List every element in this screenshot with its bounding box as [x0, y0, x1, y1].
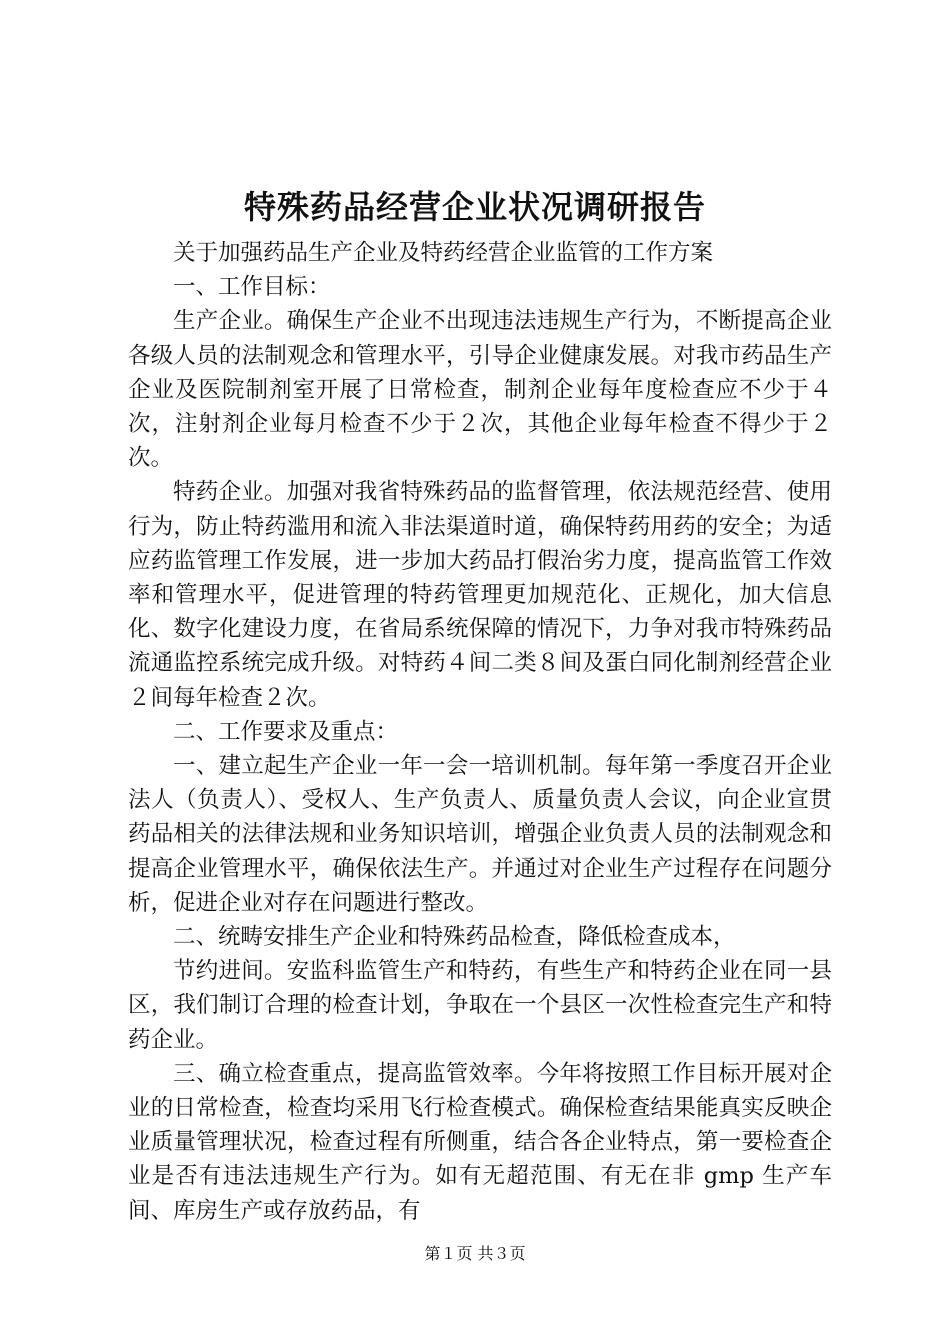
- paragraph-save-time: 节约进间。安监科监管生产和特药，有些生产和特药企业在同一县区，我们制订合理的检查计划，争取在一个县区一次性检查完生产和特药企业。: [128, 958, 832, 1053]
- paragraph-training-mechanism: 一、建立起生产企业一年一会一培训机制。每年第一季度召开企业法人（负责人）、受权人、生产负责人、质量负责人会议，向企业宣贯药品相关的法律法规和业务知识培训，增强企业负责人员的法制观念和提高企业管理水平，确保依法生产。并通过对企业生产过程存在问题分析，促进企业对存在问题进行整改。: [128, 753, 832, 916]
- paragraph-coordinate-inspections: 二、统畴安排生产企业和特殊药品检查，降低检查成本，: [173, 924, 736, 951]
- paragraph-section-1-heading: 一、工作目标：: [173, 274, 331, 301]
- paragraph-production-enterprises: 生产企业。确保生产企业不出现违法违规生产行为，不断提高企业各级人员的法制观念和管理水平，引导企业健康发展。对我市药品生产企业及医院制剂室开展了日常检查，制剂企业每年度检查应不少于４次，注射剂企业每月检查不少于２次，其他企业每年检查不得少于２次。: [128, 308, 832, 472]
- paragraph-special-drug-enterprises: 特药企业。加强对我省特殊药品的监督管理，依法规范经营、使用行为，防止特药滥用和流入非法渠道时道，确保特药用药的安全；为适应药监管理工作发展，进一步加大药品打假治劣力度，提高监管工作效率和管理水平，促进管理的特药管理更加规范化、正规化，加大信息化、数字化建设力度，在省局系统保障的情况下，力争对我市特殊药品流通监控系统完成升级。对特药４间二类８间及蛋白同化制剂经营企业２间每年检查２次。: [128, 479, 832, 711]
- document-title: 特殊药品经营企业状况调研报告: [243, 188, 706, 226]
- page-footer: 第１页 共３页: [424, 1244, 526, 1263]
- paragraph-section-2-heading: 二、工作要求及重点：: [173, 718, 399, 745]
- paragraph-subtitle: 关于加强药品生产企业及特药经营企业监管的工作方案: [173, 240, 714, 266]
- paragraph-inspection-focus: 三、确立检查重点，提高监管效率。今年将按照工作目标开展对企业的日常检查，检查均采用飞行检查模式。确保检查结果能真实反映企业质量管理状况，检查过程有所侧重，结合各企业特点，第一要检查企业是否有违法违规生产行为。如有无超范围、有无在非 gmp 生产车间、库房生产或存放药品，有: [128, 1060, 832, 1224]
- document-body: [128, 236, 832, 1228]
